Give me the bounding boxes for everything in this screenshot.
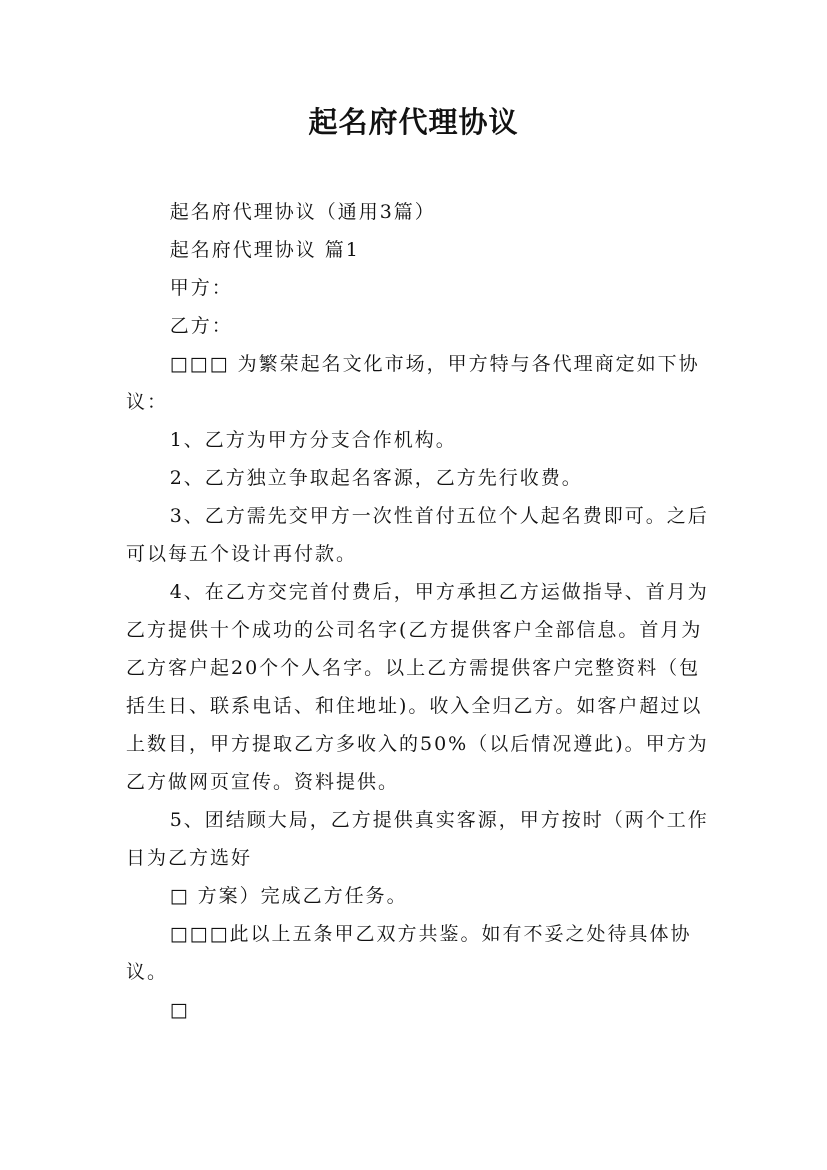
paragraph-section-heading: 起名府代理协议 篇1	[169, 239, 360, 261]
paragraph-clause-5-continued: □ 方案）完成乙方任务。	[169, 885, 408, 907]
paragraph-intro: □□□ 为繁荣起名文化市场，甲方特与各代理商定如下协议：	[126, 353, 700, 413]
paragraph-clause-3: 3、乙方需先交甲方一次性首付五位个人起名费即可。之后可以每五个设计再付款。	[126, 505, 709, 565]
paragraph-clause-2: 2、乙方独立争取起名客源，乙方先行收费。	[169, 467, 583, 489]
paragraph-party-b: 乙方：	[169, 315, 233, 337]
document-body	[126, 193, 716, 1029]
paragraph-placeholder: □	[169, 999, 190, 1021]
document-title: 起名府代理协议	[308, 105, 519, 139]
paragraph-clause-4: 4、在乙方交完首付费后，甲方承担乙方运做指导、首月为乙方提供十个成功的公司名字(乙方提供客户全部信息。首月为乙方客户起20个个人名字。以上乙方需提供客户完整资料（包括生日、联系电话、和住地址)。收入全归乙方。如客户超过以上数目，甲方提取乙方多收入的50%（以后情况遵此)。甲方为乙方做网页宣传。资料提供。	[126, 581, 709, 793]
paragraph-party-a: 甲方：	[169, 277, 233, 299]
paragraph-clause-5: 5、团结顾大局，乙方提供真实客源，甲方按时（两个工作日为乙方选好	[126, 809, 709, 869]
paragraph-clause-1: 1、乙方为甲方分支合作机构。	[169, 429, 457, 451]
paragraph-closing: □□□此以上五条甲乙双方共鉴。如有不妥之处待具体协议。	[126, 923, 692, 983]
paragraph-subtitle: 起名府代理协议（通用3篇）	[169, 201, 436, 223]
